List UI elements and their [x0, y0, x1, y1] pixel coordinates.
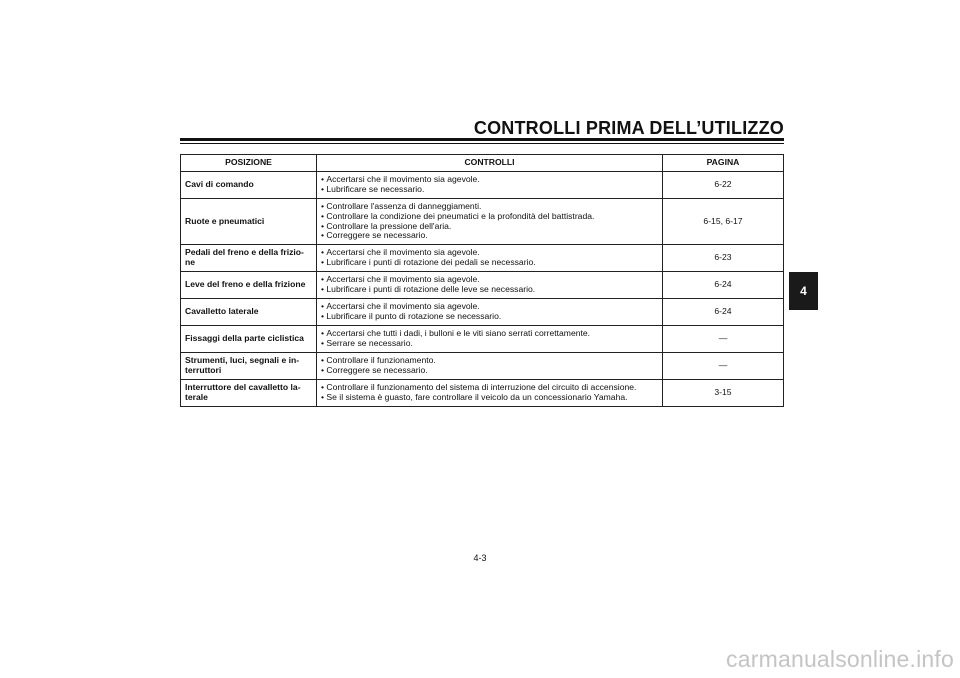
row-position: Strumenti, luci, segnali e in- terruttori: [181, 353, 317, 380]
row-controls: [317, 326, 663, 353]
control-item: • Accertarsi che il movimento sia agevole.: [321, 302, 658, 312]
row-page-ref: 6-24: [663, 272, 784, 299]
row-position: Ruote e pneumatici: [181, 199, 317, 245]
control-item: • Correggere se necessario.: [321, 231, 658, 241]
control-item: • Lubrificare se necessario.: [321, 185, 658, 195]
row-page-ref: 3-15: [663, 380, 784, 407]
pre-operation-checks-table: [180, 154, 784, 407]
control-item: • Serrare se necessario.: [321, 339, 658, 349]
table-row: [181, 245, 784, 272]
control-item: • Se il sistema è guasto, fare controllare il veicolo da un concessionario Yamaha.: [321, 393, 658, 403]
row-controls: [317, 172, 663, 199]
table-row: [181, 272, 784, 299]
table-row: [181, 299, 784, 326]
page-title: CONTROLLI PRIMA DELL’UTILIZZO: [473, 118, 784, 138]
page-number: 4-3: [473, 553, 487, 563]
row-controls: [317, 380, 663, 407]
table-row: [181, 172, 784, 199]
row-page-ref: —: [663, 326, 784, 353]
control-item: • Controllare la condizione dei pneumatici e la profondità del battistrada.: [321, 212, 658, 222]
row-page-ref: —: [663, 353, 784, 380]
table-header-row: [181, 155, 784, 172]
row-controls: [317, 272, 663, 299]
row-page-ref: 6-15, 6-17: [663, 199, 784, 245]
control-item: • Lubrificare il punto di rotazione se necessario.: [321, 312, 658, 322]
row-controls: [317, 299, 663, 326]
control-item: • Controllare il funzionamento del sistema di interruzione del circuito di accensione.: [321, 383, 658, 393]
table-row: [181, 353, 784, 380]
control-item: • Controllare la pressione dell'aria.: [321, 222, 658, 232]
row-page-ref: 6-23: [663, 245, 784, 272]
table-row: [181, 380, 784, 407]
table-row: [181, 199, 784, 245]
control-item: • Lubrificare i punti di rotazione dei pedali se necessario.: [321, 258, 658, 268]
row-position: Pedali del freno e della frizio- ne: [181, 245, 317, 272]
row-page-ref: 6-24: [663, 299, 784, 326]
title-rule-thick: [180, 138, 784, 141]
row-position: Cavi di comando: [181, 172, 317, 199]
row-position: Interruttore del cavalletto la- terale: [181, 380, 317, 407]
row-position: Fissaggi della parte ciclistica: [181, 326, 317, 353]
control-item: • Controllare l'assenza di danneggiamenti.: [321, 202, 658, 212]
header-position: POSIZIONE: [181, 155, 317, 172]
control-item: • Accertarsi che il movimento sia agevole.: [321, 175, 658, 185]
control-item: • Accertarsi che il movimento sia agevole.: [321, 248, 658, 258]
watermark: carmanualsonline.info: [726, 646, 954, 672]
row-controls: [317, 199, 663, 245]
table-row: [181, 326, 784, 353]
chapter-tab: 4: [789, 272, 818, 310]
control-item: • Controllare il funzionamento.: [321, 356, 658, 366]
header-page: PAGINA: [663, 155, 784, 172]
control-item: • Correggere se necessario.: [321, 366, 658, 376]
control-item: • Accertarsi che il movimento sia agevole.: [321, 275, 658, 285]
row-controls: [317, 353, 663, 380]
title-rule-thin: [180, 143, 784, 144]
control-item: • Accertarsi che tutti i dadi, i bulloni e le viti siano serrati correttamente.: [321, 329, 658, 339]
control-item: • Lubrificare i punti di rotazione delle leve se necessario.: [321, 285, 658, 295]
header-controls: CONTROLLI: [317, 155, 663, 172]
row-position: Leve del freno e della frizione: [181, 272, 317, 299]
row-controls: [317, 245, 663, 272]
row-page-ref: 6-22: [663, 172, 784, 199]
row-position: Cavalletto laterale: [181, 299, 317, 326]
